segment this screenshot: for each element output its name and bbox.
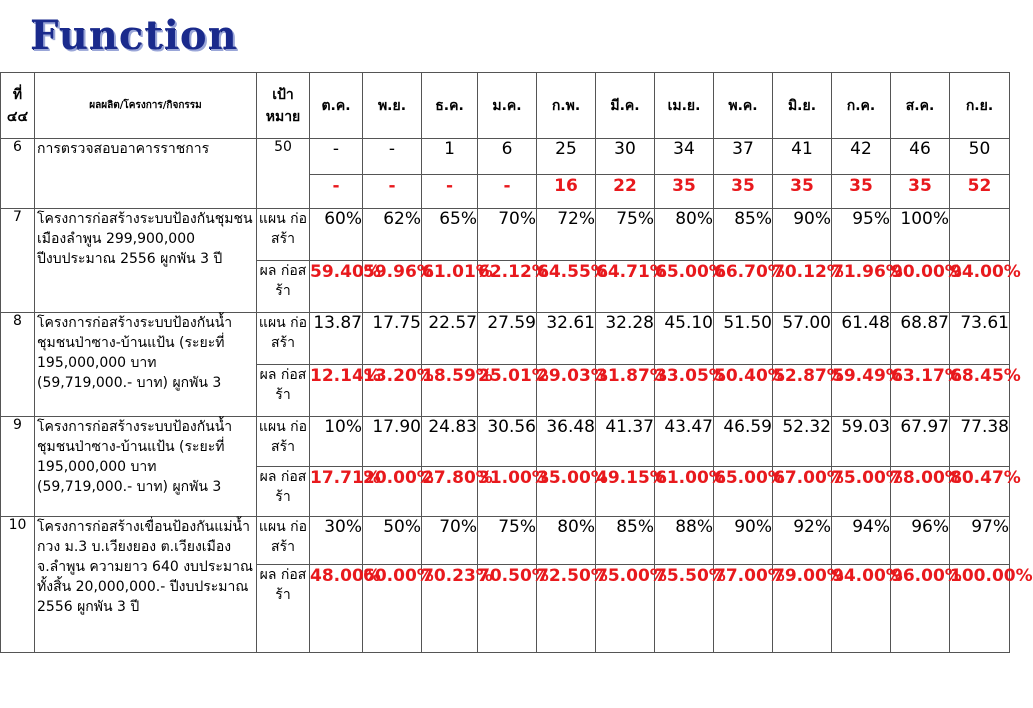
project-name: โครงการก่อสร้างระบบป้องกันชุมชนเมืองลำพูน 299,900,000 ปีงบประมาณ 2556 ผูกพัน 3 ปี (35, 209, 257, 313)
result-cell: 90.00% (891, 261, 950, 313)
header-month: ก.พ. (537, 73, 596, 139)
header-row (1, 73, 1010, 139)
result-cell: 75.00% (596, 565, 655, 653)
plan-cell: 80% (537, 517, 596, 565)
plan-cell: 85% (596, 517, 655, 565)
result-cell: 75.50% (655, 565, 714, 653)
plan-cell: 6 (478, 139, 537, 175)
plan-cell: 36.48 (537, 417, 596, 467)
result-cell: 60.00% (363, 565, 422, 653)
row-number: 7 (1, 209, 35, 313)
result-cell: 72.50% (537, 565, 596, 653)
plan-cell: 13.87 (310, 313, 363, 365)
plan-cell: 46 (891, 139, 950, 175)
plan-cell: 67.97 (891, 417, 950, 467)
result-cell: 79.00% (773, 565, 832, 653)
plan-cell: 32.28 (596, 313, 655, 365)
project-name: โครงการก่อสร้างระบบป้องกันน้ำชุมชนป่าซาง-บ้านแป้น (ระยะที่ 195,000,000 บาท (59,719,000.- บาท) ผูกพัน 3 (35, 313, 257, 417)
row-number: 8 (1, 313, 35, 417)
project-name: การตรวจสอบอาคารราชการ (35, 139, 257, 209)
result-cell: 80.47% (950, 467, 1010, 517)
target-value: 50 (257, 139, 310, 209)
plan-cell: 70% (422, 517, 478, 565)
plan-cell: 92% (773, 517, 832, 565)
result-cell: 49.15% (596, 467, 655, 517)
result-cell: 59.40% (310, 261, 363, 313)
project-name: โครงการก่อสร้างระบบป้องกันน้ำชุมชนป่าซาง-บ้านแป้น (ระยะที่ 195,000,000 บาท (59,719,000.- บาท) ผูกพัน 3 (35, 417, 257, 517)
result-cell: 27.80% (422, 467, 478, 517)
plan-label: แผน ก่อสร้า (257, 313, 310, 365)
table-row (1, 139, 1010, 175)
plan-cell: - (310, 139, 363, 175)
header-month: ม.ค. (478, 73, 537, 139)
plan-cell: 25 (537, 139, 596, 175)
header-month: มี.ค. (596, 73, 655, 139)
row-number: 9 (1, 417, 35, 517)
plan-cell: 50% (363, 517, 422, 565)
plan-cell (950, 209, 1010, 261)
plan-cell: 30 (596, 139, 655, 175)
plan-cell: 94% (832, 517, 891, 565)
plan-cell: 61.48 (832, 313, 891, 365)
header-month: ก.ค. (832, 73, 891, 139)
plan-cell: 51.50 (714, 313, 773, 365)
result-cell: 17.71% (310, 467, 363, 517)
project-name: โครงการก่อสร้างเขื่อนป้องกันแม่น้ำกวง ม.3 บ.เวียงยอง ต.เวียงเมือง จ.ลำพูน ความยาว 640 งบประมาณทั้งสิ้น 20,000,000.- ปีงบประมาณ 2556 ผูกพัน 3 ปี (35, 517, 257, 653)
result-cell: 61.01% (422, 261, 478, 313)
result-cell: 50.40% (714, 365, 773, 417)
header-month: ต.ค. (310, 73, 363, 139)
result-cell: 78.00% (891, 467, 950, 517)
result-cell: - (478, 175, 537, 209)
header-no: ที่ ๔๔ (1, 73, 35, 139)
plan-cell: 50 (950, 139, 1010, 175)
row-number: 10 (1, 517, 35, 653)
progress-table (0, 72, 1033, 653)
plan-cell: 24.83 (422, 417, 478, 467)
plan-cell: 17.75 (363, 313, 422, 365)
result-cell: 25.01% (478, 365, 537, 417)
header-target: เป้าหมาย (257, 73, 310, 139)
result-cell: 62.12% (478, 261, 537, 313)
plan-cell: 75% (596, 209, 655, 261)
header-month: พ.ย. (363, 73, 422, 139)
plan-cell: 17.90 (363, 417, 422, 467)
plan-cell: 59.03 (832, 417, 891, 467)
plan-cell: 73.61 (950, 313, 1010, 365)
table-row (1, 517, 1010, 565)
result-cell: - (422, 175, 478, 209)
table-row (1, 417, 1010, 467)
header-project: ผลผลิต/โครงการ/กิจกรรม (35, 73, 257, 139)
plan-cell: - (363, 139, 422, 175)
row-number: 6 (1, 139, 35, 209)
result-cell: 65.00% (655, 261, 714, 313)
result-cell: - (310, 175, 363, 209)
result-cell: 22 (596, 175, 655, 209)
header-month: มิ.ย. (773, 73, 832, 139)
result-cell: 70.23% (422, 565, 478, 653)
result-cell: 59.49% (832, 365, 891, 417)
result-label: ผล ก่อสร้า (257, 467, 310, 517)
plan-cell: 37 (714, 139, 773, 175)
result-cell: 64.55% (537, 261, 596, 313)
plan-cell: 97% (950, 517, 1010, 565)
plan-cell: 95% (832, 209, 891, 261)
result-cell: 29.03% (537, 365, 596, 417)
header-month: เม.ย. (655, 73, 714, 139)
plan-cell: 27.59 (478, 313, 537, 365)
result-label: ผล ก่อสร้า (257, 565, 310, 653)
result-cell: 52.87% (773, 365, 832, 417)
header-month: ส.ค. (891, 73, 950, 139)
result-cell: 59.96% (363, 261, 422, 313)
plan-cell: 96% (891, 517, 950, 565)
result-cell: 96.00% (891, 565, 950, 653)
plan-cell: 32.61 (537, 313, 596, 365)
plan-cell: 80% (655, 209, 714, 261)
plan-label: แผน ก่อสร้า (257, 209, 310, 261)
result-cell: 20.00% (363, 467, 422, 517)
plan-cell: 45.10 (655, 313, 714, 365)
result-cell: 12.14% (310, 365, 363, 417)
result-cell: 35 (655, 175, 714, 209)
plan-cell: 30% (310, 517, 363, 565)
result-cell: 94.00% (832, 565, 891, 653)
result-cell: 77.00% (714, 565, 773, 653)
plan-cell: 77.38 (950, 417, 1010, 467)
plan-cell: 68.87 (891, 313, 950, 365)
plan-cell: 70% (478, 209, 537, 261)
result-cell: 67.00% (773, 467, 832, 517)
plan-cell: 85% (714, 209, 773, 261)
result-cell: 35 (714, 175, 773, 209)
plan-cell: 42 (832, 139, 891, 175)
plan-label: แผน ก่อสร้า (257, 517, 310, 565)
plan-cell: 90% (714, 517, 773, 565)
result-cell: 65.00% (714, 467, 773, 517)
result-label: ผล ก่อสร้า (257, 365, 310, 417)
plan-cell: 30.56 (478, 417, 537, 467)
result-cell: - (363, 175, 422, 209)
result-cell: 35 (832, 175, 891, 209)
header-month: ธ.ค. (422, 73, 478, 139)
result-cell: 70.12% (773, 261, 832, 313)
plan-cell: 52.32 (773, 417, 832, 467)
result-cell: 35.00% (537, 467, 596, 517)
plan-cell: 65% (422, 209, 478, 261)
result-cell: 13.20% (363, 365, 422, 417)
plan-cell: 22.57 (422, 313, 478, 365)
plan-cell: 88% (655, 517, 714, 565)
plan-cell: 41.37 (596, 417, 655, 467)
result-cell: 31.87% (596, 365, 655, 417)
result-cell: 75.00% (832, 467, 891, 517)
plan-label: แผน ก่อสร้า (257, 417, 310, 467)
plan-cell: 62% (363, 209, 422, 261)
result-cell: 31.00% (478, 467, 537, 517)
result-cell: 61.00% (655, 467, 714, 517)
result-cell: 63.17% (891, 365, 950, 417)
plan-cell: 1 (422, 139, 478, 175)
plan-cell: 100% (891, 209, 950, 261)
result-cell: 100.00% (950, 565, 1010, 653)
page-title: Function (30, 12, 238, 59)
result-cell: 33.05% (655, 365, 714, 417)
result-cell: 70.50% (478, 565, 537, 653)
result-cell: 64.71% (596, 261, 655, 313)
result-cell: 18.59% (422, 365, 478, 417)
plan-cell: 41 (773, 139, 832, 175)
plan-cell: 57.00 (773, 313, 832, 365)
plan-cell: 72% (537, 209, 596, 261)
result-cell: 35 (773, 175, 832, 209)
plan-cell: 75% (478, 517, 537, 565)
plan-cell: 10% (310, 417, 363, 467)
table-row (1, 209, 1010, 261)
result-cell: 16 (537, 175, 596, 209)
result-cell: 71.96% (832, 261, 891, 313)
plan-cell: 90% (773, 209, 832, 261)
header-month: พ.ค. (714, 73, 773, 139)
result-cell: 52 (950, 175, 1010, 209)
result-label: ผล ก่อสร้า (257, 261, 310, 313)
result-cell: 35 (891, 175, 950, 209)
plan-cell: 46.59 (714, 417, 773, 467)
plan-cell: 43.47 (655, 417, 714, 467)
result-cell: 48.00% (310, 565, 363, 653)
result-cell: 66.70% (714, 261, 773, 313)
table-row (1, 313, 1010, 365)
plan-cell: 34 (655, 139, 714, 175)
header-month: ก.ย. (950, 73, 1010, 139)
plan-cell: 60% (310, 209, 363, 261)
result-cell: 68.45% (950, 365, 1010, 417)
result-cell: 94.00% (950, 261, 1010, 313)
